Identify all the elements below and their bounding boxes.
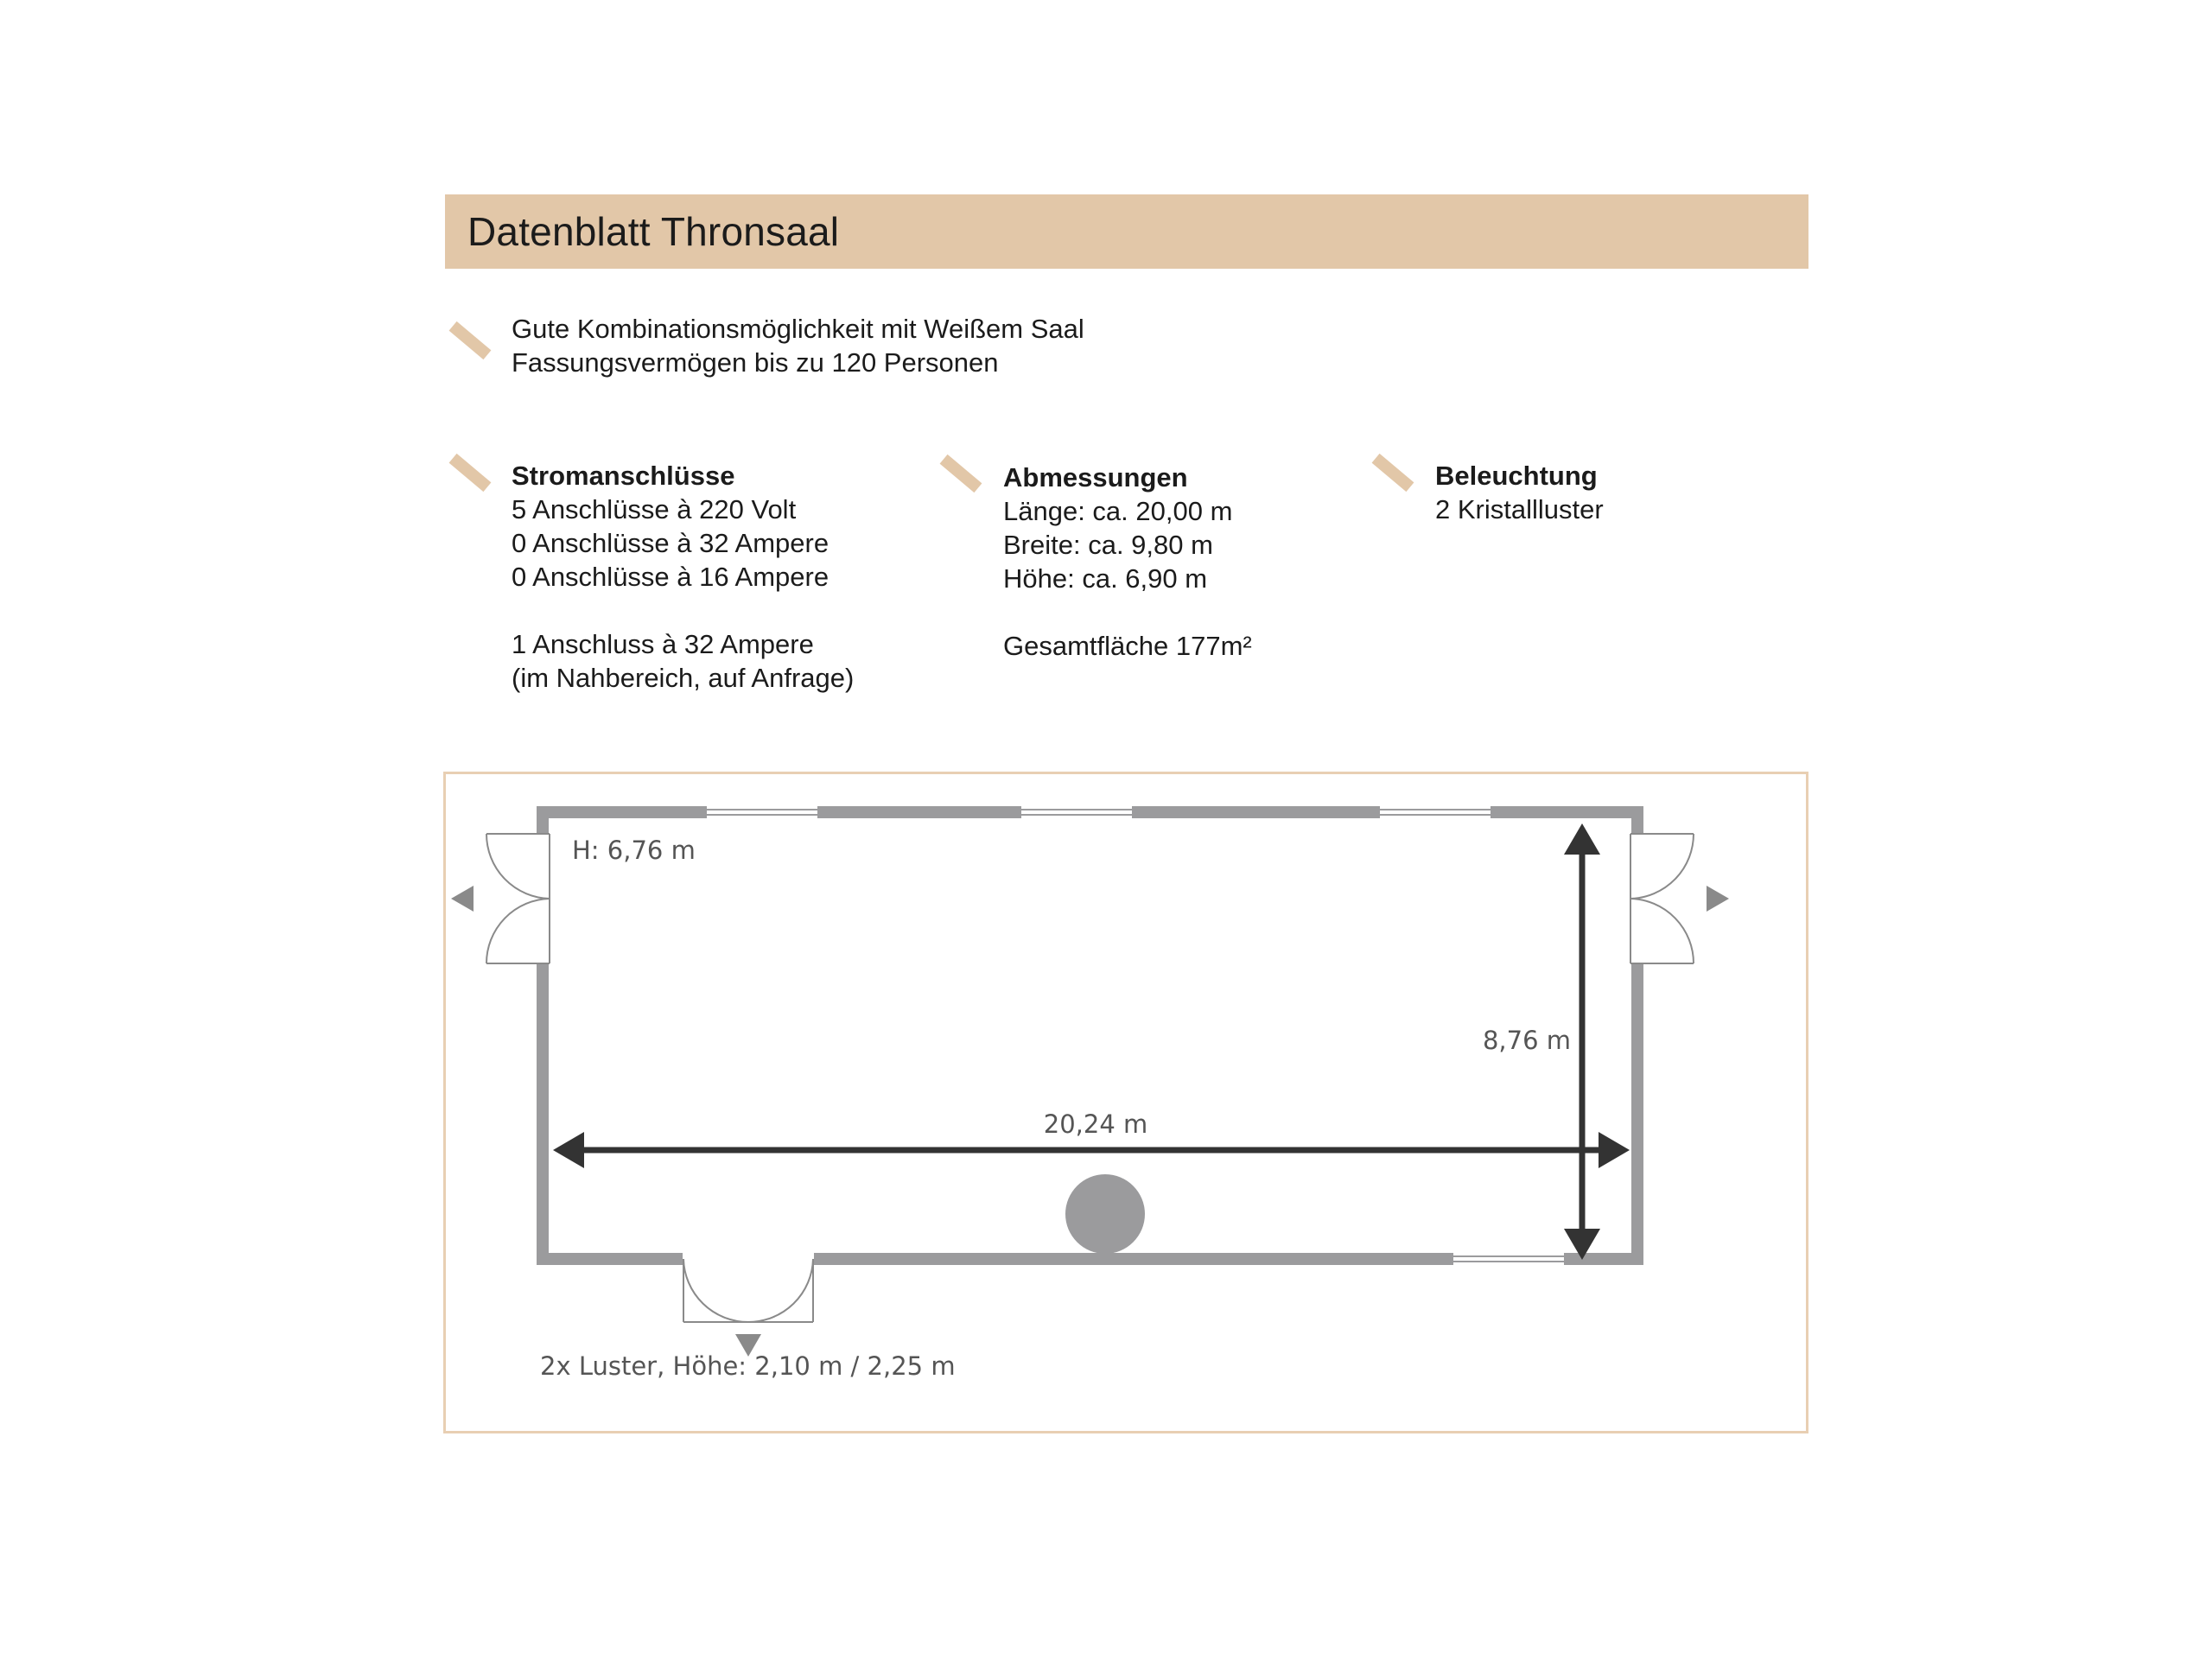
power-line: 0 Anschlüsse à 16 Ampere bbox=[512, 562, 830, 592]
window-top-1 bbox=[707, 806, 817, 818]
power-heading: Stromanschlüsse bbox=[512, 461, 735, 491]
lighting-line: 2 Kristallluster bbox=[1435, 494, 1604, 524]
power-extra-line: (im Nahbereich, auf Anfrage) bbox=[512, 663, 855, 693]
window-top-2 bbox=[1021, 806, 1132, 818]
total-area: Gesamtfläche 177m² bbox=[1003, 631, 1252, 661]
luster-label: 2x Luster, Höhe: 2,10 m / 2,25 m bbox=[540, 1351, 956, 1381]
door-bottom bbox=[683, 1252, 814, 1357]
page-title: Datenblatt Thronsaal bbox=[467, 209, 840, 254]
width-label: 8,76 m bbox=[1482, 1026, 1571, 1055]
lighting-heading: Beleuchtung bbox=[1435, 461, 1598, 491]
intro-line: Fassungsvermögen bis zu 120 Personen bbox=[512, 347, 999, 378]
dimension-line: Breite: ca. 9,80 m bbox=[1003, 530, 1213, 560]
height-label: H: 6,76 m bbox=[572, 836, 696, 865]
power-extra-line: 1 Anschluss à 32 Ampere bbox=[512, 629, 814, 659]
dimension-line: Länge: ca. 20,00 m bbox=[1003, 496, 1233, 526]
window-top-3 bbox=[1380, 806, 1491, 818]
chandelier-icon bbox=[1065, 1174, 1145, 1254]
window-bottom bbox=[1453, 1253, 1564, 1265]
power-line: 5 Anschlüsse à 220 Volt bbox=[512, 494, 797, 524]
dimension-line: Höhe: ca. 6,90 m bbox=[1003, 563, 1208, 594]
door-left bbox=[451, 833, 550, 964]
length-label: 20,24 m bbox=[1043, 1109, 1148, 1139]
door-right bbox=[1630, 833, 1729, 964]
dimensions-heading: Abmessungen bbox=[1003, 462, 1188, 493]
intro-line: Gute Kombinationsmöglichkeit mit Weißem Saal bbox=[512, 314, 1084, 344]
power-line: 0 Anschlüsse à 32 Ampere bbox=[512, 528, 830, 558]
